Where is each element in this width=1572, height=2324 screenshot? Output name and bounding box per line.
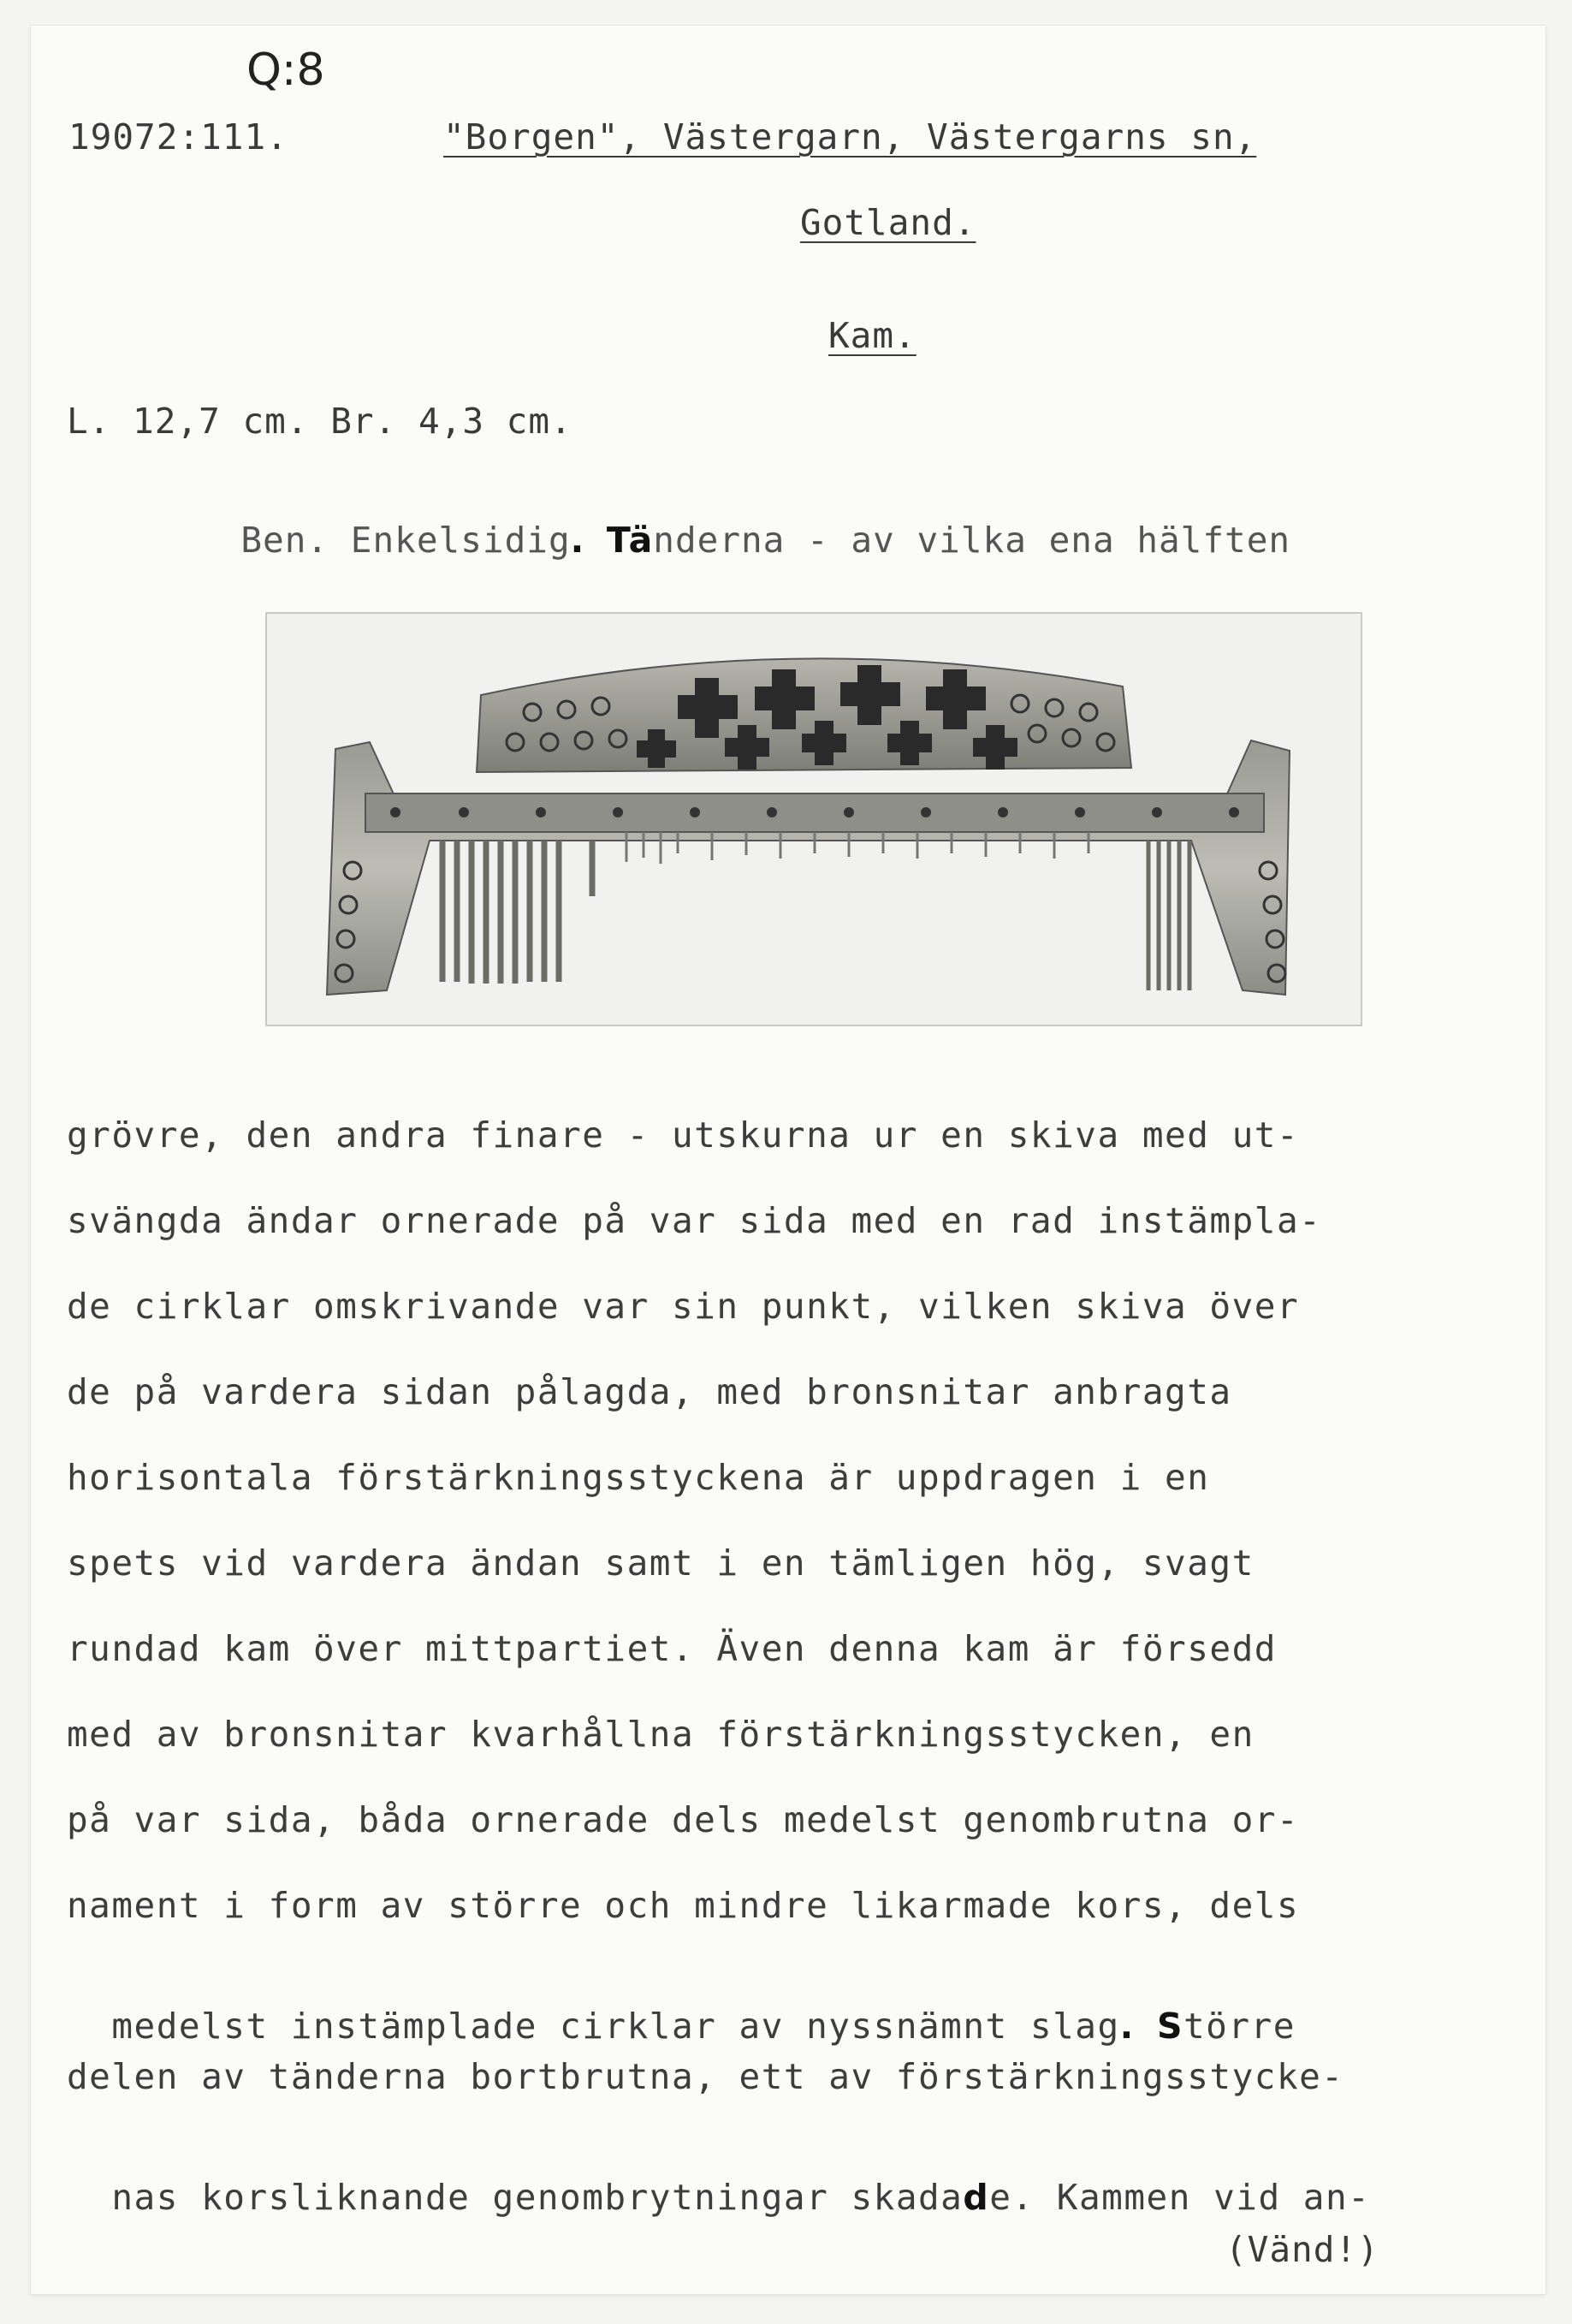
comb-teeth-left — [442, 841, 592, 984]
inserted-mark: . — [570, 520, 585, 561]
line11-emph: S — [1156, 2006, 1183, 2047]
comb-teeth-right — [1148, 841, 1189, 990]
intro-line — [197, 488, 1291, 561]
location-line-2: Gotland. — [800, 202, 976, 243]
comb-photograph — [265, 612, 1362, 1026]
body-line-6: spets vid vardera ändan samt i en tämligen hög, svagt — [67, 1542, 1255, 1584]
reinforcement-strip — [365, 793, 1264, 832]
comb-drawing — [267, 614, 1361, 1025]
body-line-10: nament i form av större och mindre likarmade kors, dels — [67, 1885, 1300, 1926]
intro-part-1: Ben. Enkelsidig — [240, 520, 571, 561]
body-line-11 — [67, 1974, 1296, 2047]
handwritten-reference: Q:8 — [246, 45, 325, 96]
body-line-7: rundad kam över mittpartiet. Även denna kam är försedd — [67, 1628, 1277, 1669]
comb-crest — [477, 658, 1131, 772]
body-line-8: med av bronsnitar kvarhållna förstärkningsstycken, en — [67, 1714, 1255, 1755]
body-line-9: på var sida, båda ornerade dels medelst genombrutna or- — [67, 1799, 1300, 1840]
line11-before: medelst instämplade cirklar av nyssnämnt slag — [111, 2006, 1120, 2047]
body-line-5: horisontala förstärkningsstyckena är uppdragen i en — [67, 1457, 1210, 1498]
location-line-1: "Borgen", Västergarn, Västergarns sn, — [443, 116, 1257, 158]
body-line-1: grövre, den andra finare - utskurna ur en skiva med ut- — [67, 1114, 1300, 1156]
object-name: Kam. — [828, 315, 917, 356]
body-line-2: svängda ändar ornerade på var sida med en rad instämpla- — [67, 1200, 1322, 1241]
body-line-4: de på vardera sidan pålagda, med bronsnitar anbragta — [67, 1371, 1232, 1412]
line13-after: e. Kammen vid an- — [989, 2177, 1371, 2218]
line13-emph: d — [963, 2177, 990, 2218]
catalog-number: 19072:111. — [68, 116, 288, 158]
body-line-12: delen av tänderna bortbrutna, ett av förstärkningsstycke- — [67, 2056, 1344, 2097]
catalog-card — [31, 26, 1545, 2294]
line11-after: törre — [1183, 2006, 1296, 2047]
body-line-13 — [67, 2145, 1371, 2218]
turn-over-note: (Vänd!) — [1225, 2229, 1379, 2270]
line13-before: nas korsliknande genombrytningar skada — [111, 2177, 964, 2218]
intro-part-3: nderna - av vilka ena hälften — [653, 520, 1291, 561]
dimensions: L. 12,7 cm. Br. 4,3 cm. — [67, 401, 572, 442]
intro-emph: Tä — [606, 520, 654, 561]
body-line-3: de cirklar omskrivande var sin punkt, vilken skiva över — [67, 1286, 1300, 1327]
line11-mark: . — [1119, 2006, 1135, 2047]
